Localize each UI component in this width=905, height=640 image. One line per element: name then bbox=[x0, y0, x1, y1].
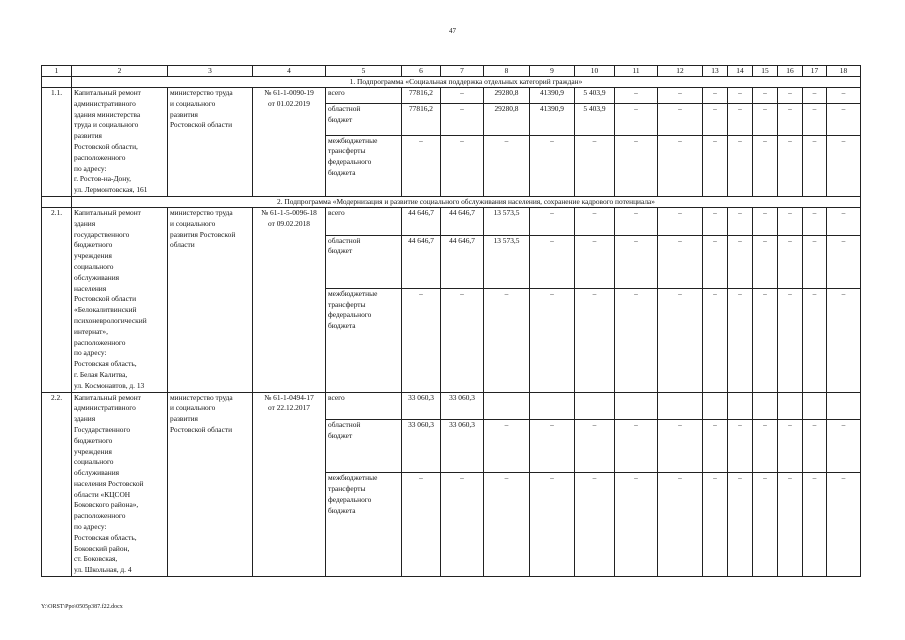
amount-cell: – bbox=[803, 473, 827, 577]
amount-cell: – bbox=[484, 420, 530, 473]
row-index: 2.1. bbox=[42, 207, 72, 392]
funding-source: всего bbox=[326, 392, 402, 420]
amount-cell: – bbox=[753, 235, 778, 288]
amount-cell: 5 403,9 bbox=[575, 88, 615, 104]
amount-cell: – bbox=[778, 207, 803, 235]
funding-source: межбюджетные трансферты федерального бюджета bbox=[326, 473, 402, 577]
section-header-row bbox=[42, 77, 861, 88]
row-index: 2.2. bbox=[42, 392, 72, 577]
amount-cell: – bbox=[575, 207, 615, 235]
column-number: 12 bbox=[658, 66, 703, 77]
object-name: Капитальный ремонт административного здания Государственного бюджетного учреждения социального обслуживания населения Ростовской области «КЦСОН Боковского района», расположенного по адресу: Ростовская область, Боковский район, ст. Боковская, ул. Школьная, д. 4 bbox=[72, 392, 168, 577]
amount-cell: – bbox=[575, 135, 615, 196]
customer-name: министерство труда и социального развития Ростовской области bbox=[168, 392, 253, 577]
amount-cell: – bbox=[803, 88, 827, 104]
amount-cell: 33 060,3 bbox=[402, 420, 441, 473]
amount-cell: – bbox=[615, 420, 658, 473]
amount-cell: – bbox=[703, 104, 728, 135]
amount-cell: – bbox=[575, 288, 615, 392]
amount-cell bbox=[575, 392, 615, 420]
amount-cell: – bbox=[441, 88, 484, 104]
amount-cell: – bbox=[530, 235, 575, 288]
amount-cell: – bbox=[778, 473, 803, 577]
amount-cell: – bbox=[530, 135, 575, 196]
amount-cell: – bbox=[803, 135, 827, 196]
amount-cell: – bbox=[753, 207, 778, 235]
amount-cell: – bbox=[703, 235, 728, 288]
amount-cell: – bbox=[402, 135, 441, 196]
file-path-footer: Y:\ORST\Ppo\0505p387.f22.docx bbox=[41, 604, 123, 610]
amount-cell: – bbox=[753, 288, 778, 392]
funding-source: областной бюджет bbox=[326, 104, 402, 135]
amount-cell: 41390,9 bbox=[530, 88, 575, 104]
amount-cell: – bbox=[827, 207, 861, 235]
amount-cell: – bbox=[703, 288, 728, 392]
amount-cell: – bbox=[658, 207, 703, 235]
amount-cell: – bbox=[803, 235, 827, 288]
amount-cell: – bbox=[530, 420, 575, 473]
column-number: 2 bbox=[72, 66, 168, 77]
column-number: 11 bbox=[615, 66, 658, 77]
amount-cell: – bbox=[530, 473, 575, 577]
amount-cell: – bbox=[615, 288, 658, 392]
amount-cell: – bbox=[658, 135, 703, 196]
column-number: 5 bbox=[326, 66, 402, 77]
amount-cell: – bbox=[827, 235, 861, 288]
section-index-cell bbox=[42, 196, 72, 207]
customer-name: министерство труда и социального развития Ростовской области bbox=[168, 207, 253, 392]
amount-cell: – bbox=[658, 473, 703, 577]
column-number: 9 bbox=[530, 66, 575, 77]
column-number: 14 bbox=[728, 66, 753, 77]
amount-cell bbox=[753, 392, 778, 420]
amount-cell: 44 646,7 bbox=[402, 235, 441, 288]
column-number: 16 bbox=[778, 66, 803, 77]
column-numbers-row bbox=[42, 66, 861, 77]
amount-cell: – bbox=[615, 104, 658, 135]
amount-cell: – bbox=[803, 207, 827, 235]
amount-cell: – bbox=[703, 88, 728, 104]
column-number: 13 bbox=[703, 66, 728, 77]
amount-cell: – bbox=[615, 135, 658, 196]
amount-cell: – bbox=[728, 207, 753, 235]
amount-cell: – bbox=[728, 135, 753, 196]
object-name: Капитальный ремонт здания государственного бюджетного учреждения социального обслуживания населения Ростовской области «Белокалитвинский психоневрологический интернат», расположенного по адресу: Ростовская область, г. Белая Калитва, ул. Космонавтов, д. 13 bbox=[72, 207, 168, 392]
amount-cell: – bbox=[728, 235, 753, 288]
amount-cell: – bbox=[778, 420, 803, 473]
amount-cell: – bbox=[441, 104, 484, 135]
amount-cell: – bbox=[703, 135, 728, 196]
funding-source: всего bbox=[326, 88, 402, 104]
amount-cell: – bbox=[530, 207, 575, 235]
amount-cell: – bbox=[484, 135, 530, 196]
amount-cell: – bbox=[615, 207, 658, 235]
page-number: 47 bbox=[449, 27, 456, 35]
amount-cell: 33 060,3 bbox=[402, 392, 441, 420]
amount-cell: – bbox=[575, 235, 615, 288]
amount-cell: 41390,9 bbox=[530, 104, 575, 135]
amount-cell: – bbox=[658, 88, 703, 104]
funding-source: областной бюджет bbox=[326, 420, 402, 473]
amount-cell: 44 646,7 bbox=[441, 207, 484, 235]
amount-cell: – bbox=[753, 420, 778, 473]
expertise-number: № 61-1-0494-17 от 22.12.2017 bbox=[253, 392, 326, 577]
amount-cell: – bbox=[441, 288, 484, 392]
amount-cell: – bbox=[703, 420, 728, 473]
customer-name: министерство труда и социального развития Ростовской области bbox=[168, 88, 253, 197]
amount-cell: – bbox=[728, 420, 753, 473]
amount-cell: – bbox=[827, 420, 861, 473]
funding-source: межбюджетные трансферты федерального бюджета bbox=[326, 135, 402, 196]
investment-table bbox=[41, 65, 861, 577]
amount-cell: 5 403,9 bbox=[575, 104, 615, 135]
amount-cell: – bbox=[778, 135, 803, 196]
amount-cell: – bbox=[441, 135, 484, 196]
funding-row bbox=[42, 88, 861, 104]
amount-cell: – bbox=[658, 104, 703, 135]
amount-cell: – bbox=[728, 288, 753, 392]
amount-cell: – bbox=[827, 473, 861, 577]
amount-cell: – bbox=[827, 88, 861, 104]
section-header-row bbox=[42, 196, 861, 207]
amount-cell: – bbox=[827, 104, 861, 135]
amount-cell: – bbox=[658, 420, 703, 473]
amount-cell: – bbox=[658, 288, 703, 392]
section-title: 2. Подпрограмма «Модернизация и развитие социального обслуживания населения, сохранение кадрового потенциала» bbox=[72, 196, 861, 207]
column-number: 7 bbox=[441, 66, 484, 77]
amount-cell: – bbox=[778, 235, 803, 288]
column-number: 1 bbox=[42, 66, 72, 77]
amount-cell: – bbox=[827, 288, 861, 392]
section-title: 1. Подпрограмма «Социальная поддержка отдельных категорий граждан» bbox=[72, 77, 861, 88]
column-number: 8 bbox=[484, 66, 530, 77]
amount-cell: – bbox=[402, 288, 441, 392]
funding-source: межбюджетные трансферты федерального бюджета bbox=[326, 288, 402, 392]
amount-cell: – bbox=[728, 473, 753, 577]
amount-cell: – bbox=[484, 288, 530, 392]
column-number: 10 bbox=[575, 66, 615, 77]
row-index: 1.1. bbox=[42, 88, 72, 197]
amount-cell: – bbox=[728, 88, 753, 104]
column-number: 4 bbox=[253, 66, 326, 77]
funding-row bbox=[42, 392, 861, 420]
amount-cell bbox=[728, 392, 753, 420]
amount-cell: – bbox=[753, 473, 778, 577]
amount-cell: – bbox=[803, 104, 827, 135]
amount-cell: 77816,2 bbox=[402, 88, 441, 104]
amount-cell bbox=[530, 392, 575, 420]
expertise-number: № 61-1-0090-19 от 01.02.2019 bbox=[253, 88, 326, 197]
column-number: 17 bbox=[803, 66, 827, 77]
amount-cell: 29280,8 bbox=[484, 88, 530, 104]
amount-cell: 33 060,3 bbox=[441, 420, 484, 473]
amount-cell: 44 646,7 bbox=[441, 235, 484, 288]
amount-cell bbox=[703, 392, 728, 420]
amount-cell: – bbox=[778, 88, 803, 104]
amount-cell: – bbox=[484, 473, 530, 577]
amount-cell: – bbox=[753, 104, 778, 135]
amount-cell: – bbox=[575, 420, 615, 473]
amount-cell bbox=[484, 392, 530, 420]
amount-cell: – bbox=[778, 288, 803, 392]
amount-cell bbox=[658, 392, 703, 420]
amount-cell: 44 646,7 bbox=[402, 207, 441, 235]
amount-cell bbox=[778, 392, 803, 420]
expertise-number: № 61-1-5-0096-18 от 09.02.2018 bbox=[253, 207, 326, 392]
amount-cell: – bbox=[827, 135, 861, 196]
amount-cell: 29280,8 bbox=[484, 104, 530, 135]
amount-cell bbox=[803, 392, 827, 420]
amount-cell: – bbox=[575, 473, 615, 577]
amount-cell: – bbox=[703, 473, 728, 577]
amount-cell: – bbox=[615, 473, 658, 577]
amount-cell: 13 573,5 bbox=[484, 235, 530, 288]
amount-cell: – bbox=[803, 420, 827, 473]
amount-cell: – bbox=[615, 88, 658, 104]
amount-cell: – bbox=[703, 207, 728, 235]
amount-cell: – bbox=[441, 473, 484, 577]
funding-row bbox=[42, 207, 861, 235]
funding-source: всего bbox=[326, 207, 402, 235]
amount-cell: – bbox=[402, 473, 441, 577]
amount-cell: – bbox=[753, 135, 778, 196]
amount-cell: 13 573,5 bbox=[484, 207, 530, 235]
amount-cell: 33 060,3 bbox=[441, 392, 484, 420]
funding-source: областной бюджет bbox=[326, 235, 402, 288]
amount-cell: – bbox=[778, 104, 803, 135]
amount-cell: – bbox=[615, 235, 658, 288]
column-number: 15 bbox=[753, 66, 778, 77]
amount-cell bbox=[827, 392, 861, 420]
amount-cell: – bbox=[728, 104, 753, 135]
column-number: 3 bbox=[168, 66, 253, 77]
column-number: 6 bbox=[402, 66, 441, 77]
amount-cell bbox=[615, 392, 658, 420]
object-name: Капитальный ремонт административного здания министерства труда и социального развития Ростовской области, расположенного по адресу: г. Ростов-на-Дону, ул. Лермонтовская, 161 bbox=[72, 88, 168, 197]
amount-cell: 77816,2 bbox=[402, 104, 441, 135]
amount-cell: – bbox=[753, 88, 778, 104]
amount-cell: – bbox=[803, 288, 827, 392]
amount-cell: – bbox=[658, 235, 703, 288]
section-index-cell bbox=[42, 77, 72, 88]
column-number: 18 bbox=[827, 66, 861, 77]
amount-cell: – bbox=[530, 288, 575, 392]
